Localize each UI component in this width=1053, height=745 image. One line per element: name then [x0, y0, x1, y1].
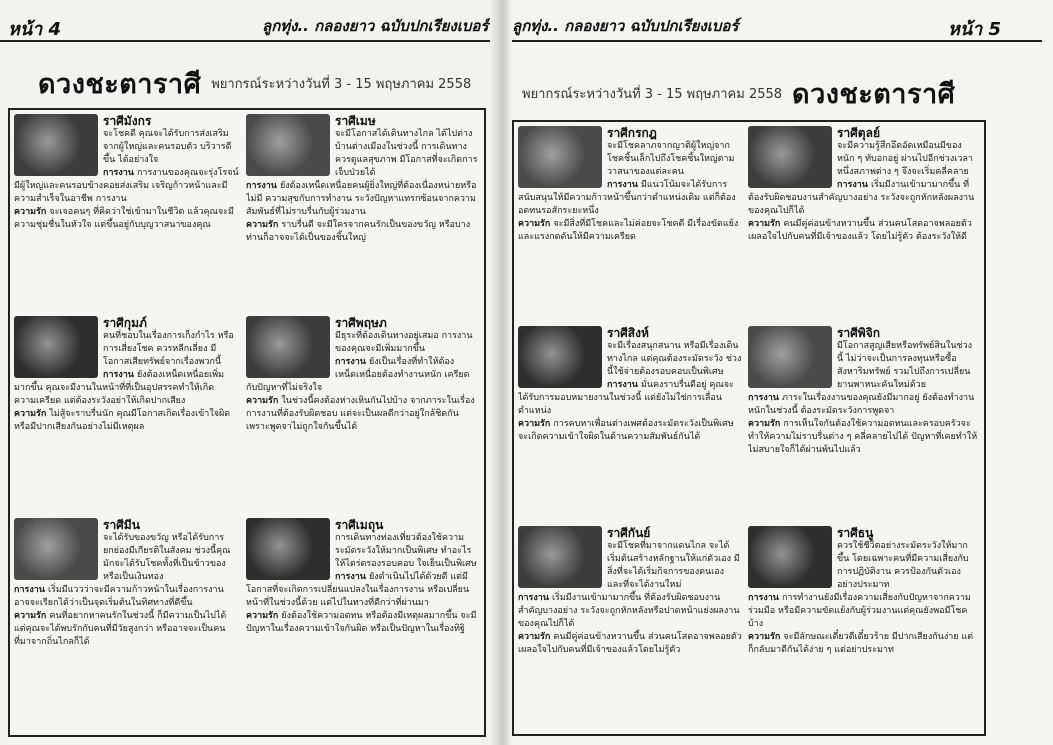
zodiac-image	[14, 316, 98, 378]
sign-general: คนที่ชอบในเรื่องการเก็งกำไร หรือการเสี่ยงโชค ควรหลีกเลี่ยง มีโอกาสเสียทรัพย์จากเรื่องพวกนี้	[103, 331, 234, 367]
masthead-title: ดวงชะตาราศี	[792, 79, 956, 110]
sign-work: การงาน การทำงานยังมีเรื่องความเสี่ยงกับปัญหาจากความร่วมมือ หรือมีความขัดแย้งกับผู้ร่วมงานแต่คุณยังพอมีโชคบ้าง	[748, 593, 971, 629]
sign-block	[518, 326, 742, 522]
zodiac-image	[246, 518, 330, 580]
sign-title: ราศีพิจิก	[837, 326, 881, 340]
sign-general: มีโอกาสสูญเสียหรือทรัพย์สินในช่วงนี้ ไม่ว่าจะเป็นการลงทุนหรือซื้อสังหาริมทรัพย์ รวมไปถึงการเปลี่ยนยานพาหนะคันใหม่ด้วย	[837, 341, 973, 390]
sign-general: การเดินทางท่องเที่ยวต้องใช้ความระมัดระวังให้มากเป็นพิเศษ ทำอะไรให้ไตร่ตรองรอบคอบ ใจเย็นเป็นพิเศษ	[335, 533, 477, 569]
horoscope-box	[512, 120, 986, 736]
sign-work: การงาน ยังต้องเหน็ดเหนื่อยคนผู้ยิ่งใหญ่ที่ต้องเนื่องหน่ายหรือไม่มี ความสุขกับการทำงาน ระวังปัญหาแทรกซ้อนจากความสัมพันธ์ที่ไม่ราบรื่นกับผู้ร่วมงาน	[246, 181, 477, 217]
masthead-title: ดวงชะตาราศี	[38, 69, 202, 100]
sign-title: ราศีเมถุน	[335, 518, 384, 532]
sign-general: จะมีโชคที่มาจากแดนไกล จะได้เริ่มต้นสร้างหลักฐานให้แก่ตัวเอง มีสิ่งที่จะได้เริ่มกิจการของตนเอง และที่จะได้งานใหม่	[607, 541, 740, 590]
right-page	[500, 0, 1053, 745]
page-gutter	[490, 0, 512, 745]
sign-work: การงาน มีแนวโน้มจะได้รับการสนับสนุนให้มีความก้าวหน้าขึ้นกว่าตำแหน่งเดิม แต่ก็ต้องอดทนรอสักระยะหนึ่ง	[518, 180, 736, 216]
sign-love: ความรัก ราบรื่นดี จะมีใครจากคนรักเป็นของขวัญ หรือบางท่านก็อาจจะได้เป็นของชิ้นใหญ่	[246, 220, 471, 243]
page-number: หน้า 5	[948, 19, 1002, 40]
sign-block	[246, 518, 478, 728]
sign-block	[518, 126, 742, 322]
sign-title: ราศีสิงห์	[607, 326, 649, 340]
sign-general: จะมีโชคลาภจากญาติผู้ใหญ่จากโชคชิ้นเล็กไปถึงโชคชิ้นใหญ่ตามวาสนาของแต่ละคน	[607, 141, 735, 177]
running-header: ลูกทุ่ง.. กลองยาว ฉบับปกเรียงเบอร์	[512, 17, 739, 35]
sign-block	[14, 114, 240, 310]
sign-work: การงาน มั่นคงราบรื่นดีอยู่ คุณจะได้รับการมอบหมายงานในช่วงนี้ แต่ยังไม่ใช่การเลื่อนตำแหน่ง	[518, 380, 734, 416]
running-header: ลูกทุ่ง.. กลองยาว ฉบับปกเรียงเบอร์	[262, 17, 489, 35]
sign-title: ราศีกรกฎ	[607, 126, 657, 140]
sign-love: ความรัก ยังต้องใช้ความอดทน หรือต้องมีเหตุผลมากขึ้น จะมีปัญหาในเรื่องความเข้าใจกันผิด หรือเป็นปัญหาในเรื่องทิฐิ	[246, 611, 477, 634]
sign-general: จะมีโอกาสได้เดินทางไกล ได้ไปต่างบ้านต่างเมืองในช่วงนี้ การเดินทางควรดูแลสุขภาพ มีโอกาสที่จะเกิดการเจ็บป่วยได้	[335, 129, 478, 178]
masthead	[522, 72, 955, 115]
sign-block	[748, 126, 978, 322]
zodiac-image	[748, 126, 832, 188]
sign-general: จะมีเรื่องสนุกสนาน หรือมีเรื่องเดินทางไกล แต่คุณต้องระมัดระวัง ช่วงนี้ใช้จ่ายต้องรอบคอบเป็นพิเศษ	[607, 341, 742, 377]
header-rule	[512, 40, 1042, 42]
header-rule	[0, 40, 490, 42]
sign-title: ราศีกุมภ์	[103, 316, 147, 330]
sign-work: การงาน ภาระในเรื่องงานของคุณยังมีมากอยู่ ยังต้องทำงานหนักในช่วงนี้ ต้องระมัดระวังการพูดจา	[748, 393, 975, 416]
sign-block	[748, 326, 978, 522]
sign-love: ความรัก จะเจอคนๆ ที่คิดว่าใช่เข้ามาในชีวิต แล้วคุณจะมีความชุ่มชื่นในหัวใจ แต่ขึ้นอยู่กับบุญวาสนาของคุณ	[14, 207, 234, 230]
sign-block	[14, 518, 240, 728]
sign-title: ราศีพฤษภ	[335, 316, 387, 330]
sign-work: การงาน ยังเป็นเรื่องที่ทำให้ต้องเหน็ดเหนื่อยต้องทำงานหนัก เครียดกับปัญหาที่ไม่จริงใจ	[246, 357, 470, 393]
sign-work: การงาน เริ่มมีงานเข้ามามากขึ้น ที่ต้องรับผิดชอบงานสำคัญบางอย่าง ระวังจะถูกหักหลังผลงานของคุณไปก็ได้	[748, 180, 975, 216]
sign-work: การงาน เริ่มมีแววว่าจะมีความก้าวหน้าในเรื่องการงาน อาจจะเรียกได้ว่าเป็นจุดเริ่มต้นในทิศทางที่ดีขึ้น	[14, 585, 224, 608]
sign-general: จะมีความรู้สึกอึดอัดเหมือนมีของหนัก ๆ ทับอกอยู่ ผ่านไปอีกช่วงเวลาหนึ่งสภาพต่าง ๆ จึงจะเริ่มคลี่คลาย	[837, 141, 973, 177]
left-page	[0, 0, 524, 745]
sign-block	[518, 526, 742, 728]
sign-love: ความรัก คนที่อยากหาคนรักในช่วงนี้ ก็มีความเป็นไปได้ แต่คุณจะได้พบรักกับคนที่มีวัยสูงกว่า หรืออาจจะเป็นคนที่มาจากถิ่นไกลก็ได้	[14, 611, 227, 647]
sign-love: ความรัก ในช่วงนี้คงต้องห่างเหินกันไปบ้าง จากภาระในเรื่องการงานที่ต้องรับผิดชอบ แต่จะเป็นผลดีกว่าอยู่ใกล้ชิดกัน เพราะพูดจาไม่ถูกใจกันขึ้นได้	[246, 396, 475, 432]
date-range: พยากรณ์ระหว่างวันที่ 3 - 15 พฤษภาคม 2558	[522, 87, 783, 102]
zodiac-image	[748, 526, 832, 588]
zodiac-image	[518, 326, 602, 388]
sign-work: การงาน ยังดำเนินไปได้ด้วยดี แต่มีโอกาสที่จะเกิดการเปลี่ยนแปลงในเรื่องการงาน หรือเปลี่ยนหน้าที่ในช่วงนี้ด้วย แต่ไปในทางที่ดีกว่าที่ผ่านมา	[246, 572, 470, 608]
sign-block	[748, 526, 978, 728]
date-range: พยากรณ์ระหว่างวันที่ 3 - 15 พฤษภาคม 2558	[211, 77, 472, 92]
sign-title: ราศีมังกร	[103, 114, 152, 128]
sign-block	[246, 114, 478, 310]
sign-general: จะได้รับของขวัญ หรือได้รับการยกย่องมีเกียรติในสังคม ช่วงนี้คุณมักจะได้รับโชคทั้งที่เป็นข้าวของหรือเป็นเงินทอง	[103, 533, 231, 582]
sign-general: มีธุระที่ต้องเดินทางอยู่เสมอ การงานของคุณจะมีเพิ่มมากขึ้น	[335, 331, 473, 354]
sign-title: ราศีตุลย์	[837, 126, 880, 140]
sign-work: การงาน การงานของคุณจะรุ่งโรจน์ มีผู้ใหญ่และคนรอบข้างคอยส่งเสริม เจริญก้าวหน้าและมีความสำเร็จในอาชีพ การงาน	[14, 168, 239, 204]
zodiac-image	[246, 316, 330, 378]
zodiac-image	[748, 326, 832, 388]
sign-love: ความรัก จะมีสิ่งที่มีโชคและไม่ค่อยจะโชคดี มีเรื่องขัดแย้งและแรงกดดันให้มีความเครียด	[518, 219, 739, 242]
sign-love: ความรัก ไม่สู้จะราบรื่นนัก คุณมีโอกาสเกิดเรื่องเข้าใจผิด หรือมีปากเสียงกันอย่างไม่มีเหตุผล	[14, 409, 231, 432]
page-number: หน้า 4	[8, 19, 62, 40]
sign-love: ความรัก คนมีคู่ค่อนข้างหวานขึ้น ส่วนคนโสดอาจพลอยตัวเผลอใจไปกับคนที่มีเจ้าของแล้ว โดยไม่รู้ตัว ต้องระวังให้ดี	[748, 219, 972, 242]
sign-general: ควรใช้ชีวิตอย่างระมัดระวังให้มากขึ้น โดยเฉพาะคนที่มีความเสี่ยงกับการปฏิบัติงาน ควรป้องกันตัวเองอย่างประมาท	[837, 541, 969, 590]
sign-title: ราศีธนู	[837, 526, 874, 540]
sign-love: ความรัก คนมีคู่ค่อนข้างหวานขึ้น ส่วนคนโสดอาจพลอยตัวเผลอใจไปกับคนที่มีเจ้าของแล้วโดยไม่รู้ตัว	[518, 632, 742, 655]
zodiac-image	[246, 114, 330, 176]
sign-love: ความรัก การเห็นใจกันต้องใช้ความอดทนและครอบครัวจะทำให้ความไม่ราบรื่นต่าง ๆ คลี่คลายไปได้ ปัญหาที่เคยทำให้ไม่สบายใจก็ได้ผ่านพ้นไปแล้ว	[748, 419, 978, 455]
sign-love: ความรัก การคบหาเพื่อนต่างเพศต้องระมัดระวังเป็นพิเศษ จะเกิดความเข้าใจผิดในด้านความสัมพันธ์กันได้	[518, 419, 734, 442]
sign-title: ราศีเมษ	[335, 114, 376, 128]
horoscope-box	[8, 108, 486, 737]
zodiac-image	[14, 114, 98, 176]
masthead	[38, 62, 471, 105]
sign-general: จะโชคดี คุณจะได้รับการส่งเสริม จากผู้ใหญ่และคนรอบตัว บริวารดีขึ้น ได้อย่างใจ	[103, 129, 232, 165]
sign-title: ราศีมีน	[103, 518, 140, 532]
zodiac-image	[518, 126, 602, 188]
zodiac-image	[14, 518, 98, 580]
sign-block	[246, 316, 478, 512]
sign-block	[14, 316, 240, 512]
sign-title: ราศีกันย์	[607, 526, 651, 540]
sign-love: ความรัก จะมีลักษณะเดี๋ยวดีเดี๋ยวร้าย มีปากเสียงกันง่าย แต่ก็กลับมาดีกันได้ง่าย ๆ แต่อย่าประมาท	[748, 632, 974, 655]
zodiac-image	[518, 526, 602, 588]
sign-work: การงาน ยังต้องเหน็ดเหนื่อยเพิ่มมากขึ้น คุณจะมีงานในหน้าที่ที่เป็นอุปสรรคทำให้เกิดความเครียด แต่ต้องระวังอย่าให้เกิดปากเสียง	[14, 370, 225, 406]
sign-work: การงาน เริ่มมีงานเข้ามามากขึ้น ที่ต้องรับผิดชอบงานสำคัญบางอย่าง ระวังจะถูกหักหลังหรือปาดหน้าแย่งผลงานของคุณไปก็ได้	[518, 593, 740, 629]
